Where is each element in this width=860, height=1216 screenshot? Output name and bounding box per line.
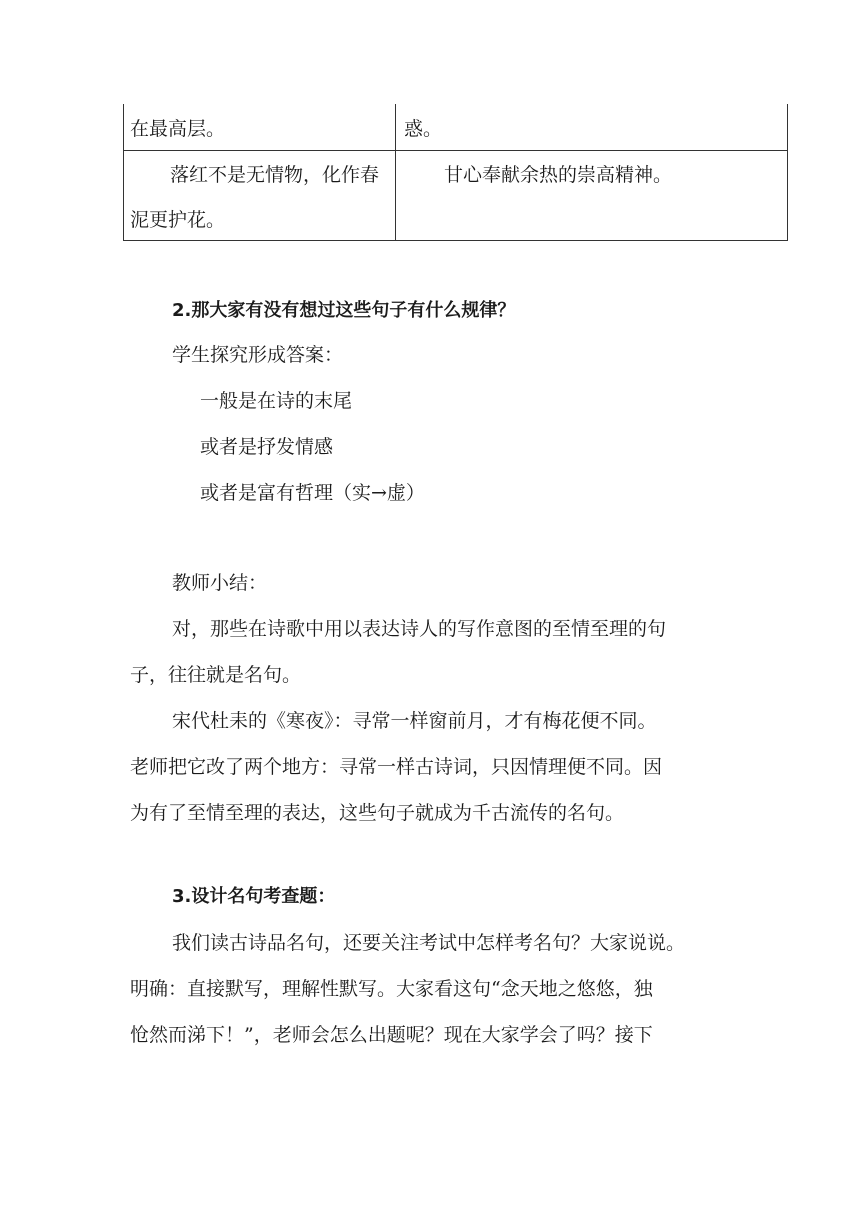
summary-line: 对，那些在诗歌中用以表达诗人的写作意图的至情至理的句 <box>172 618 667 640</box>
table-row1-left-cell: 在最高层。 <box>130 118 226 140</box>
section3-line: 明确：直接默写，理解性默写。大家看这句“念天地之悠悠，独 <box>130 978 653 1000</box>
answer-item: 一般是在诗的末尾 <box>200 390 353 412</box>
table-row2-left-line2: 泥更护花。 <box>130 209 226 231</box>
section3-heading: 3.设计名句考查题： <box>172 886 336 907</box>
section2-intro: 学生探究形成答案： <box>172 344 344 366</box>
section3-line: 怆然而涕下！”，老师会怎么出题呢？现在大家学会了吗？接下 <box>130 1024 653 1046</box>
table-row2-left-line1: 落红不是无情物，化作春 <box>170 164 380 186</box>
example-line: 为有了至情至理的表达，这些句子就成为千古流传的名句。 <box>130 802 625 824</box>
example-line: 老师把它改了两个地方：寻常一样古诗词，只因情理便不同。因 <box>130 756 663 778</box>
summary-label: 教师小结： <box>172 572 268 594</box>
answer-item: 或者是抒发情感 <box>200 436 334 458</box>
poem-table <box>123 104 788 241</box>
section2-heading: 2.那大家有没有想过这些句子有什么规律？ <box>172 300 516 321</box>
table-row1-right-cell: 惑。 <box>404 118 443 140</box>
table-border-left <box>123 104 124 241</box>
table-column-divider <box>395 104 396 241</box>
table-row2-right-cell: 甘心奉献余热的崇高精神。 <box>444 164 673 186</box>
example-line: 宋代杜耒的《寒夜》：寻常一样窗前月，才有梅花便不同。 <box>172 710 657 732</box>
answer-item: 或者是富有哲理（实→虚） <box>200 482 425 504</box>
section3-line: 我们读古诗品名句，还要关注考试中怎样考名句？大家说说。 <box>172 932 686 954</box>
table-border-right <box>787 104 788 241</box>
summary-line: 子，往往就是名句。 <box>130 664 302 686</box>
